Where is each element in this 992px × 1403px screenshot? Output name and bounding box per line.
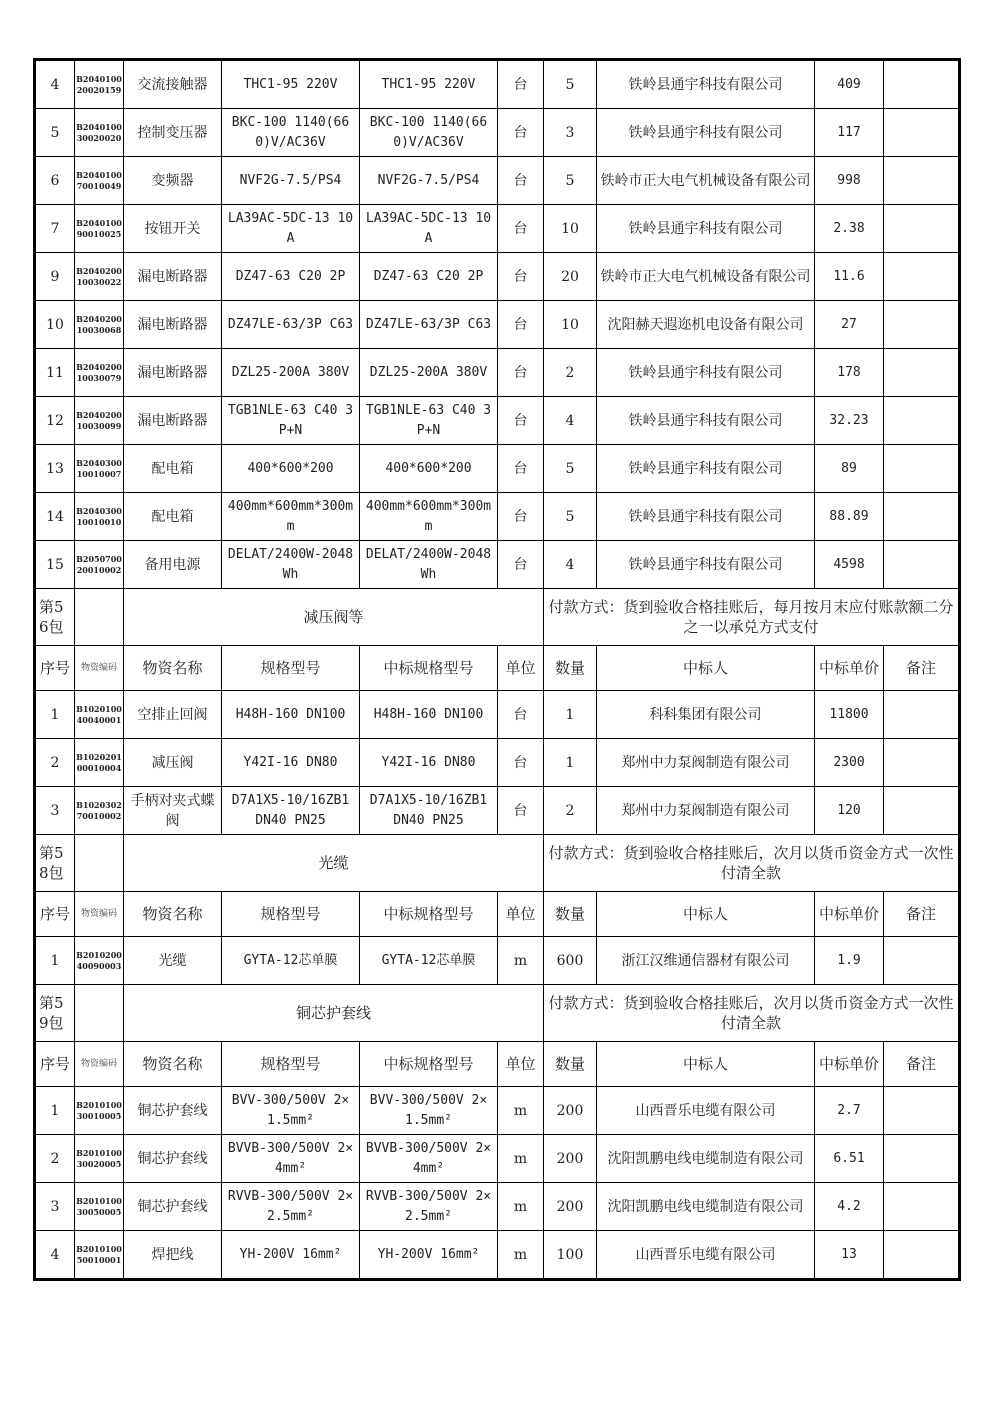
- cell-unit: 台: [498, 691, 544, 739]
- header-unit: 单位: [498, 892, 544, 937]
- cell-winner: 山西晋乐电缆有限公司: [597, 1231, 815, 1280]
- cell-price: 6.51: [815, 1135, 884, 1183]
- cell-spec: GYTA-12芯单膜: [222, 937, 360, 985]
- cell-seq: 1: [35, 691, 75, 739]
- payment-terms: 付款方式：货到验收合格挂账后，每月按月末应付账款额二分之一以承兑方式支付: [544, 589, 960, 646]
- table-row: [35, 787, 960, 835]
- cell-note: [884, 253, 960, 301]
- cell-price: 998: [815, 157, 884, 205]
- cell-unit: m: [498, 1135, 544, 1183]
- cell-code: B102030270010002: [75, 787, 124, 835]
- cell-seq: 13: [35, 445, 75, 493]
- cell-name: 铜芯护套线: [124, 1135, 222, 1183]
- header-name: 物资名称: [124, 646, 222, 691]
- table-row: [35, 397, 960, 445]
- cell-spec: DELAT/2400W-2048Wh: [222, 541, 360, 589]
- cell-unit: 台: [498, 493, 544, 541]
- cell-qty: 1: [544, 691, 597, 739]
- cell-note: [884, 541, 960, 589]
- cell-name: 配电箱: [124, 445, 222, 493]
- cell-note: [884, 397, 960, 445]
- cell-winner: 铁岭县通宇科技有限公司: [597, 205, 815, 253]
- table-row: [35, 937, 960, 985]
- cell-note: [884, 157, 960, 205]
- bid-results-table: [33, 58, 961, 1281]
- cell-spec: DZ47-63 C20 2P: [222, 253, 360, 301]
- cell-qty: 200: [544, 1135, 597, 1183]
- cell-code: B102020100010004: [75, 739, 124, 787]
- cell-seq: 2: [35, 739, 75, 787]
- cell-seq: 2: [35, 1135, 75, 1183]
- cell-winner: 铁岭县通宇科技有限公司: [597, 109, 815, 157]
- header-price: 中标单价: [815, 1042, 884, 1087]
- empty-cell: [75, 589, 124, 646]
- cell-code: B204020010030068: [75, 301, 124, 349]
- cell-bid-spec: LA39AC-5DC-13 10A: [360, 205, 498, 253]
- cell-unit: 台: [498, 397, 544, 445]
- cell-winner: 沈阳赫天遐迩机电设备有限公司: [597, 301, 815, 349]
- cell-note: [884, 60, 960, 109]
- cell-spec: NVF2G-7.5/PS4: [222, 157, 360, 205]
- cell-note: [884, 691, 960, 739]
- table-body: [35, 60, 960, 1280]
- cell-price: 4598: [815, 541, 884, 589]
- cell-price: 4.2: [815, 1183, 884, 1231]
- table-row: [35, 445, 960, 493]
- payment-terms: 付款方式：货到验收合格挂账后，次月以货币资金方式一次性付清全款: [544, 985, 960, 1042]
- cell-name: 空排止回阀: [124, 691, 222, 739]
- header-bid-spec: 中标规格型号: [360, 892, 498, 937]
- cell-qty: 200: [544, 1087, 597, 1135]
- cell-code: B204030010010007: [75, 445, 124, 493]
- cell-seq: 10: [35, 301, 75, 349]
- cell-winner: 科科集团有限公司: [597, 691, 815, 739]
- cell-qty: 5: [544, 493, 597, 541]
- table-row: [35, 157, 960, 205]
- header-code: 物资编码: [75, 892, 124, 937]
- cell-bid-spec: YH-200V 16mm²: [360, 1231, 498, 1280]
- cell-winner: 沈阳凯鹏电线电缆制造有限公司: [597, 1183, 815, 1231]
- cell-qty: 10: [544, 205, 597, 253]
- cell-unit: 台: [498, 109, 544, 157]
- cell-spec: Y42I-16 DN80: [222, 739, 360, 787]
- cell-seq: 3: [35, 1183, 75, 1231]
- cell-seq: 7: [35, 205, 75, 253]
- cell-spec: DZL25-200A 380V: [222, 349, 360, 397]
- cell-code: B204010070010049: [75, 157, 124, 205]
- header-spec: 规格型号: [222, 892, 360, 937]
- cell-seq: 6: [35, 157, 75, 205]
- cell-seq: 4: [35, 60, 75, 109]
- package-title: 铜芯护套线: [124, 985, 544, 1042]
- cell-unit: 台: [498, 253, 544, 301]
- cell-price: 120: [815, 787, 884, 835]
- cell-unit: 台: [498, 349, 544, 397]
- package-header-row: [35, 835, 960, 892]
- column-header-row: [35, 892, 960, 937]
- cell-name: 漏电断路器: [124, 253, 222, 301]
- cell-code: B201010030010005: [75, 1087, 124, 1135]
- package-header-row: [35, 985, 960, 1042]
- cell-code: B102010040040001: [75, 691, 124, 739]
- header-qty: 数量: [544, 646, 597, 691]
- cell-bid-spec: DZ47-63 C20 2P: [360, 253, 498, 301]
- cell-bid-spec: 400*600*200: [360, 445, 498, 493]
- table-row: [35, 205, 960, 253]
- cell-name: 铜芯护套线: [124, 1183, 222, 1231]
- cell-winner: 铁岭县通宇科技有限公司: [597, 493, 815, 541]
- cell-winner: 郑州中力泵阀制造有限公司: [597, 787, 815, 835]
- cell-unit: m: [498, 937, 544, 985]
- cell-price: 2.7: [815, 1087, 884, 1135]
- cell-bid-spec: DZ47LE-63/3P C63: [360, 301, 498, 349]
- cell-code: B201010030020005: [75, 1135, 124, 1183]
- cell-seq: 14: [35, 493, 75, 541]
- cell-code: B204030010010010: [75, 493, 124, 541]
- cell-qty: 2: [544, 349, 597, 397]
- cell-name: 按钮开关: [124, 205, 222, 253]
- cell-name: 减压阀: [124, 739, 222, 787]
- table-row: [35, 541, 960, 589]
- table-row: [35, 253, 960, 301]
- cell-spec: BKC-100 1140(660)V/AC36V: [222, 109, 360, 157]
- cell-bid-spec: BKC-100 1140(660)V/AC36V: [360, 109, 498, 157]
- cell-note: [884, 205, 960, 253]
- cell-note: [884, 109, 960, 157]
- cell-note: [884, 1231, 960, 1280]
- header-unit: 单位: [498, 1042, 544, 1087]
- header-spec: 规格型号: [222, 646, 360, 691]
- cell-price: 1.9: [815, 937, 884, 985]
- cell-qty: 10: [544, 301, 597, 349]
- cell-spec: THC1-95 220V: [222, 60, 360, 109]
- cell-spec: YH-200V 16mm²: [222, 1231, 360, 1280]
- cell-winner: 铁岭县通宇科技有限公司: [597, 60, 815, 109]
- cell-price: 13: [815, 1231, 884, 1280]
- cell-price: 117: [815, 109, 884, 157]
- table-row: [35, 349, 960, 397]
- cell-seq: 15: [35, 541, 75, 589]
- cell-spec: D7A1X5-10/16ZB1 DN40 PN25: [222, 787, 360, 835]
- table-row: [35, 739, 960, 787]
- cell-spec: H48H-160 DN100: [222, 691, 360, 739]
- cell-qty: 4: [544, 397, 597, 445]
- cell-code: B201020040090003: [75, 937, 124, 985]
- cell-winner: 沈阳凯鹏电线电缆制造有限公司: [597, 1135, 815, 1183]
- cell-winner: 浙江汉维通信器材有限公司: [597, 937, 815, 985]
- cell-name: 交流接触器: [124, 60, 222, 109]
- header-bid-spec: 中标规格型号: [360, 1042, 498, 1087]
- header-winner: 中标人: [597, 1042, 815, 1087]
- cell-code: B205070020010002: [75, 541, 124, 589]
- cell-bid-spec: D7A1X5-10/16ZB1 DN40 PN25: [360, 787, 498, 835]
- cell-name: 手柄对夹式蝶阀: [124, 787, 222, 835]
- table-row: [35, 493, 960, 541]
- cell-price: 11800: [815, 691, 884, 739]
- cell-name: 铜芯护套线: [124, 1087, 222, 1135]
- cell-unit: 台: [498, 541, 544, 589]
- cell-qty: 2: [544, 787, 597, 835]
- cell-qty: 5: [544, 157, 597, 205]
- cell-seq: 1: [35, 937, 75, 985]
- table-row: [35, 109, 960, 157]
- cell-code: B204010090010025: [75, 205, 124, 253]
- cell-price: 11.6: [815, 253, 884, 301]
- header-note: 备注: [884, 1042, 960, 1087]
- cell-spec: 400*600*200: [222, 445, 360, 493]
- package-title: 光缆: [124, 835, 544, 892]
- header-seq: 序号: [35, 646, 75, 691]
- header-spec: 规格型号: [222, 1042, 360, 1087]
- cell-price: 27: [815, 301, 884, 349]
- header-qty: 数量: [544, 892, 597, 937]
- cell-unit: 台: [498, 301, 544, 349]
- empty-cell: [75, 985, 124, 1042]
- header-name: 物资名称: [124, 892, 222, 937]
- cell-winner: 铁岭县通宇科技有限公司: [597, 541, 815, 589]
- cell-winner: 铁岭县通宇科技有限公司: [597, 445, 815, 493]
- empty-cell: [75, 835, 124, 892]
- cell-qty: 4: [544, 541, 597, 589]
- cell-spec: RVVB-300/500V 2×2.5mm²: [222, 1183, 360, 1231]
- cell-qty: 5: [544, 445, 597, 493]
- table-row: [35, 60, 960, 109]
- cell-bid-spec: GYTA-12芯单膜: [360, 937, 498, 985]
- cell-unit: m: [498, 1231, 544, 1280]
- table-row: [35, 1183, 960, 1231]
- cell-name: 漏电断路器: [124, 397, 222, 445]
- cell-name: 备用电源: [124, 541, 222, 589]
- cell-code: B201010050010001: [75, 1231, 124, 1280]
- cell-price: 32.23: [815, 397, 884, 445]
- payment-terms: 付款方式：货到验收合格挂账后，次月以货币资金方式一次性付清全款: [544, 835, 960, 892]
- header-bid-spec: 中标规格型号: [360, 646, 498, 691]
- header-seq: 序号: [35, 1042, 75, 1087]
- package-number: 第59包: [35, 985, 75, 1042]
- cell-unit: 台: [498, 787, 544, 835]
- cell-seq: 3: [35, 787, 75, 835]
- cell-bid-spec: DELAT/2400W-2048Wh: [360, 541, 498, 589]
- package-number: 第58包: [35, 835, 75, 892]
- cell-note: [884, 301, 960, 349]
- cell-note: [884, 1183, 960, 1231]
- cell-unit: 台: [498, 445, 544, 493]
- header-winner: 中标人: [597, 892, 815, 937]
- cell-code: B204020010030099: [75, 397, 124, 445]
- cell-code: B204010020020159: [75, 60, 124, 109]
- cell-seq: 11: [35, 349, 75, 397]
- cell-unit: m: [498, 1087, 544, 1135]
- cell-name: 漏电断路器: [124, 349, 222, 397]
- cell-unit: 台: [498, 739, 544, 787]
- cell-name: 焊把线: [124, 1231, 222, 1280]
- cell-spec: BVVB-300/500V 2×4mm²: [222, 1135, 360, 1183]
- cell-name: 变频器: [124, 157, 222, 205]
- cell-note: [884, 1087, 960, 1135]
- header-code: 物资编码: [75, 1042, 124, 1087]
- cell-unit: 台: [498, 157, 544, 205]
- cell-code: B204010030020020: [75, 109, 124, 157]
- package-number: 第56包: [35, 589, 75, 646]
- header-name: 物资名称: [124, 1042, 222, 1087]
- cell-winner: 山西晋乐电缆有限公司: [597, 1087, 815, 1135]
- cell-bid-spec: 400mm*600mm*300mm: [360, 493, 498, 541]
- cell-qty: 20: [544, 253, 597, 301]
- cell-qty: 3: [544, 109, 597, 157]
- cell-bid-spec: BVV-300/500V 2×1.5mm²: [360, 1087, 498, 1135]
- cell-winner: 铁岭县通宇科技有限公司: [597, 397, 815, 445]
- cell-name: 漏电断路器: [124, 301, 222, 349]
- cell-seq: 5: [35, 109, 75, 157]
- cell-note: [884, 349, 960, 397]
- cell-winner: 铁岭县通宇科技有限公司: [597, 349, 815, 397]
- header-note: 备注: [884, 646, 960, 691]
- cell-note: [884, 445, 960, 493]
- cell-price: 89: [815, 445, 884, 493]
- cell-bid-spec: TGB1NLE-63 C40 3P+N: [360, 397, 498, 445]
- cell-spec: 400mm*600mm*300mm: [222, 493, 360, 541]
- cell-price: 178: [815, 349, 884, 397]
- cell-bid-spec: H48H-160 DN100: [360, 691, 498, 739]
- cell-price: 88.89: [815, 493, 884, 541]
- table-row: [35, 1135, 960, 1183]
- cell-note: [884, 493, 960, 541]
- cell-price: 409: [815, 60, 884, 109]
- header-price: 中标单价: [815, 892, 884, 937]
- cell-note: [884, 937, 960, 985]
- cell-seq: 9: [35, 253, 75, 301]
- cell-qty: 600: [544, 937, 597, 985]
- cell-bid-spec: Y42I-16 DN80: [360, 739, 498, 787]
- cell-name: 控制变压器: [124, 109, 222, 157]
- table-row: [35, 301, 960, 349]
- cell-name: 光缆: [124, 937, 222, 985]
- cell-note: [884, 787, 960, 835]
- cell-bid-spec: RVVB-300/500V 2×2.5mm²: [360, 1183, 498, 1231]
- cell-code: B201010030050005: [75, 1183, 124, 1231]
- cell-qty: 200: [544, 1183, 597, 1231]
- table-row: [35, 1087, 960, 1135]
- cell-winner: 铁岭市正大电气机械设备有限公司: [597, 253, 815, 301]
- cell-bid-spec: THC1-95 220V: [360, 60, 498, 109]
- table-row: [35, 1231, 960, 1280]
- package-header-row: [35, 589, 960, 646]
- header-qty: 数量: [544, 1042, 597, 1087]
- cell-spec: DZ47LE-63/3P C63: [222, 301, 360, 349]
- cell-qty: 100: [544, 1231, 597, 1280]
- cell-seq: 4: [35, 1231, 75, 1280]
- cell-winner: 铁岭市正大电气机械设备有限公司: [597, 157, 815, 205]
- cell-unit: 台: [498, 60, 544, 109]
- cell-price: 2300: [815, 739, 884, 787]
- cell-qty: 1: [544, 739, 597, 787]
- cell-seq: 1: [35, 1087, 75, 1135]
- cell-price: 2.38: [815, 205, 884, 253]
- column-header-row: [35, 1042, 960, 1087]
- cell-seq: 12: [35, 397, 75, 445]
- cell-bid-spec: BVVB-300/500V 2×4mm²: [360, 1135, 498, 1183]
- table-row: [35, 691, 960, 739]
- package-title: 减压阀等: [124, 589, 544, 646]
- cell-spec: LA39AC-5DC-13 10A: [222, 205, 360, 253]
- cell-note: [884, 1135, 960, 1183]
- cell-bid-spec: NVF2G-7.5/PS4: [360, 157, 498, 205]
- cell-unit: m: [498, 1183, 544, 1231]
- cell-code: B204020010030022: [75, 253, 124, 301]
- cell-code: B204020010030079: [75, 349, 124, 397]
- cell-spec: BVV-300/500V 2×1.5mm²: [222, 1087, 360, 1135]
- header-code: 物资编码: [75, 646, 124, 691]
- cell-bid-spec: DZL25-200A 380V: [360, 349, 498, 397]
- cell-winner: 郑州中力泵阀制造有限公司: [597, 739, 815, 787]
- column-header-row: [35, 646, 960, 691]
- cell-name: 配电箱: [124, 493, 222, 541]
- cell-note: [884, 739, 960, 787]
- cell-unit: 台: [498, 205, 544, 253]
- header-winner: 中标人: [597, 646, 815, 691]
- header-seq: 序号: [35, 892, 75, 937]
- header-unit: 单位: [498, 646, 544, 691]
- header-price: 中标单价: [815, 646, 884, 691]
- cell-spec: TGB1NLE-63 C40 3P+N: [222, 397, 360, 445]
- header-note: 备注: [884, 892, 960, 937]
- cell-qty: 5: [544, 60, 597, 109]
